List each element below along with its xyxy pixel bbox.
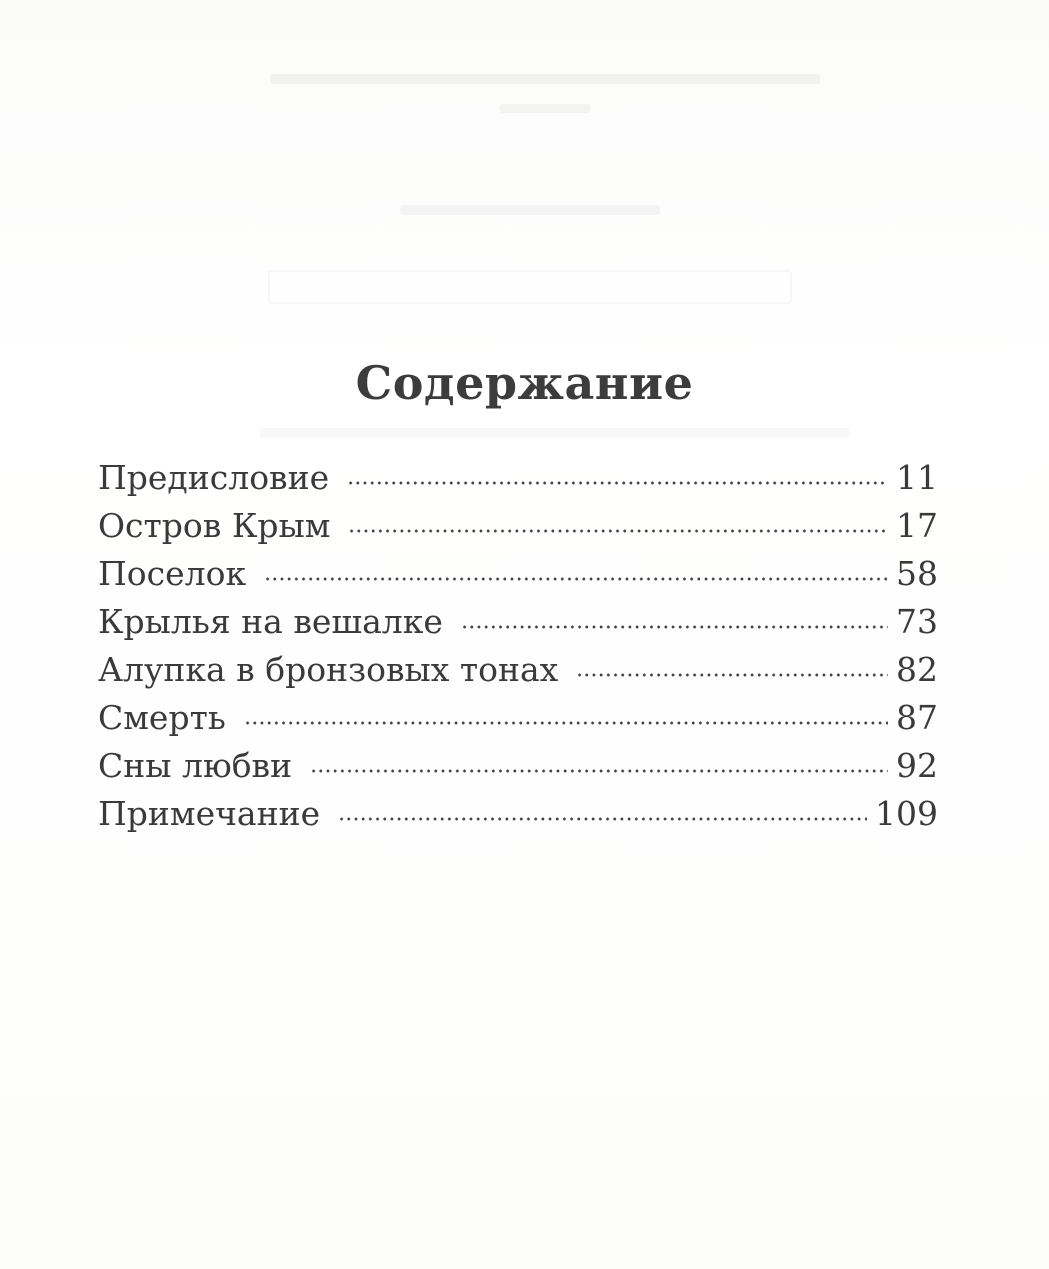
toc-entry-label: Смерть — [98, 698, 226, 737]
toc-entry-page-number: 17 — [896, 506, 938, 545]
bleed-through-mark — [400, 205, 660, 215]
bleed-through-mark — [260, 428, 850, 438]
dot-leader — [310, 769, 888, 773]
toc-entry-label: Остров Крым — [98, 506, 331, 545]
toc-entry-label: Крылья на вешалке — [98, 602, 443, 641]
dot-leader — [264, 577, 888, 581]
page-title: Содержание — [355, 356, 694, 410]
dot-leader — [347, 481, 888, 485]
toc-entry-page-number: 87 — [896, 698, 938, 737]
toc-entry-poselok — [98, 554, 938, 602]
toc-entry-ostrov-krym — [98, 506, 938, 554]
toc-entry-primechanie — [98, 794, 938, 842]
dot-leader — [348, 529, 888, 533]
toc-entry-preface — [98, 458, 938, 506]
dot-leader — [244, 721, 888, 725]
bleed-through-mark — [268, 270, 792, 304]
toc-entry-alupka — [98, 650, 938, 698]
toc-entry-page-number: 109 — [875, 794, 938, 833]
toc-entry-page-number: 11 — [896, 458, 938, 497]
toc-entry-label: Примечание — [98, 794, 321, 833]
toc-entry-page-number: 73 — [896, 602, 938, 641]
toc-entry-page-number: 82 — [896, 650, 938, 689]
toc-entry-smert — [98, 698, 938, 746]
toc-entry-label: Алупка в бронзовых тонах — [98, 650, 559, 689]
toc-entry-page-number: 58 — [896, 554, 938, 593]
toc-entry-page-number: 92 — [896, 746, 938, 785]
dot-leader — [576, 673, 888, 677]
toc-entry-krylya-na-veshalke — [98, 602, 938, 650]
dot-leader — [461, 625, 888, 629]
bleed-through-mark — [500, 104, 590, 113]
table-of-contents — [98, 458, 938, 842]
toc-entry-label: Поселок — [98, 554, 247, 593]
toc-entry-sny-lyubvi — [98, 746, 938, 794]
toc-entry-label: Предисловие — [98, 458, 330, 497]
bleed-through-mark — [270, 74, 820, 84]
dot-leader — [338, 817, 867, 821]
toc-entry-label: Сны любви — [98, 746, 293, 785]
